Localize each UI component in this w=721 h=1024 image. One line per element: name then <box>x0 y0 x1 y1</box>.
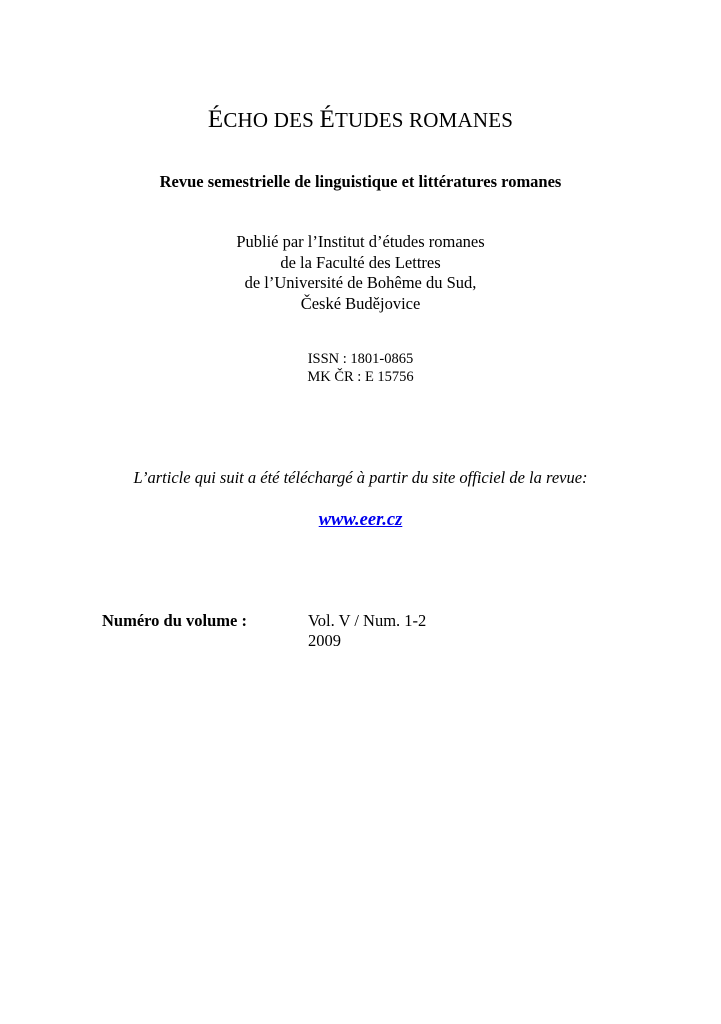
publisher-line: České Budějovice <box>300 293 421 313</box>
issn-number: ISSN : 1801-0865 <box>307 351 414 367</box>
website-link[interactable]: www.eer.cz <box>318 510 403 530</box>
volume-value-block <box>308 611 426 651</box>
journal-title-part-1: CHO DES <box>223 108 320 132</box>
journal-title <box>0 106 721 134</box>
journal-subtitle: Revue semestrielle de linguistique et littératures romanes <box>159 172 562 191</box>
volume-number: Vol. V / Num. 1-2 <box>308 611 427 630</box>
publisher-line: de la Faculté des Lettres <box>280 252 441 272</box>
volume-year: 2009 <box>308 631 341 650</box>
download-notice: L’article qui suit a été téléchargé à partir du site officiel de la revue: <box>133 468 588 487</box>
identifiers-block <box>0 350 721 386</box>
publisher-block <box>0 232 721 314</box>
publisher-line: de l’Université de Bohême du Sud, <box>244 273 477 292</box>
site-link-container <box>0 510 721 531</box>
journal-title-initial-2: É <box>319 106 335 133</box>
volume-label: Numéro du volume : <box>102 611 247 630</box>
journal-title-initial-1: É <box>207 106 224 133</box>
publisher-line: Publié par l’Institut d’études romanes <box>236 232 485 251</box>
mk-registration: MK ČR : E 15756 <box>307 369 414 385</box>
journal-title-part-2: TUDES ROMANES <box>334 108 514 132</box>
